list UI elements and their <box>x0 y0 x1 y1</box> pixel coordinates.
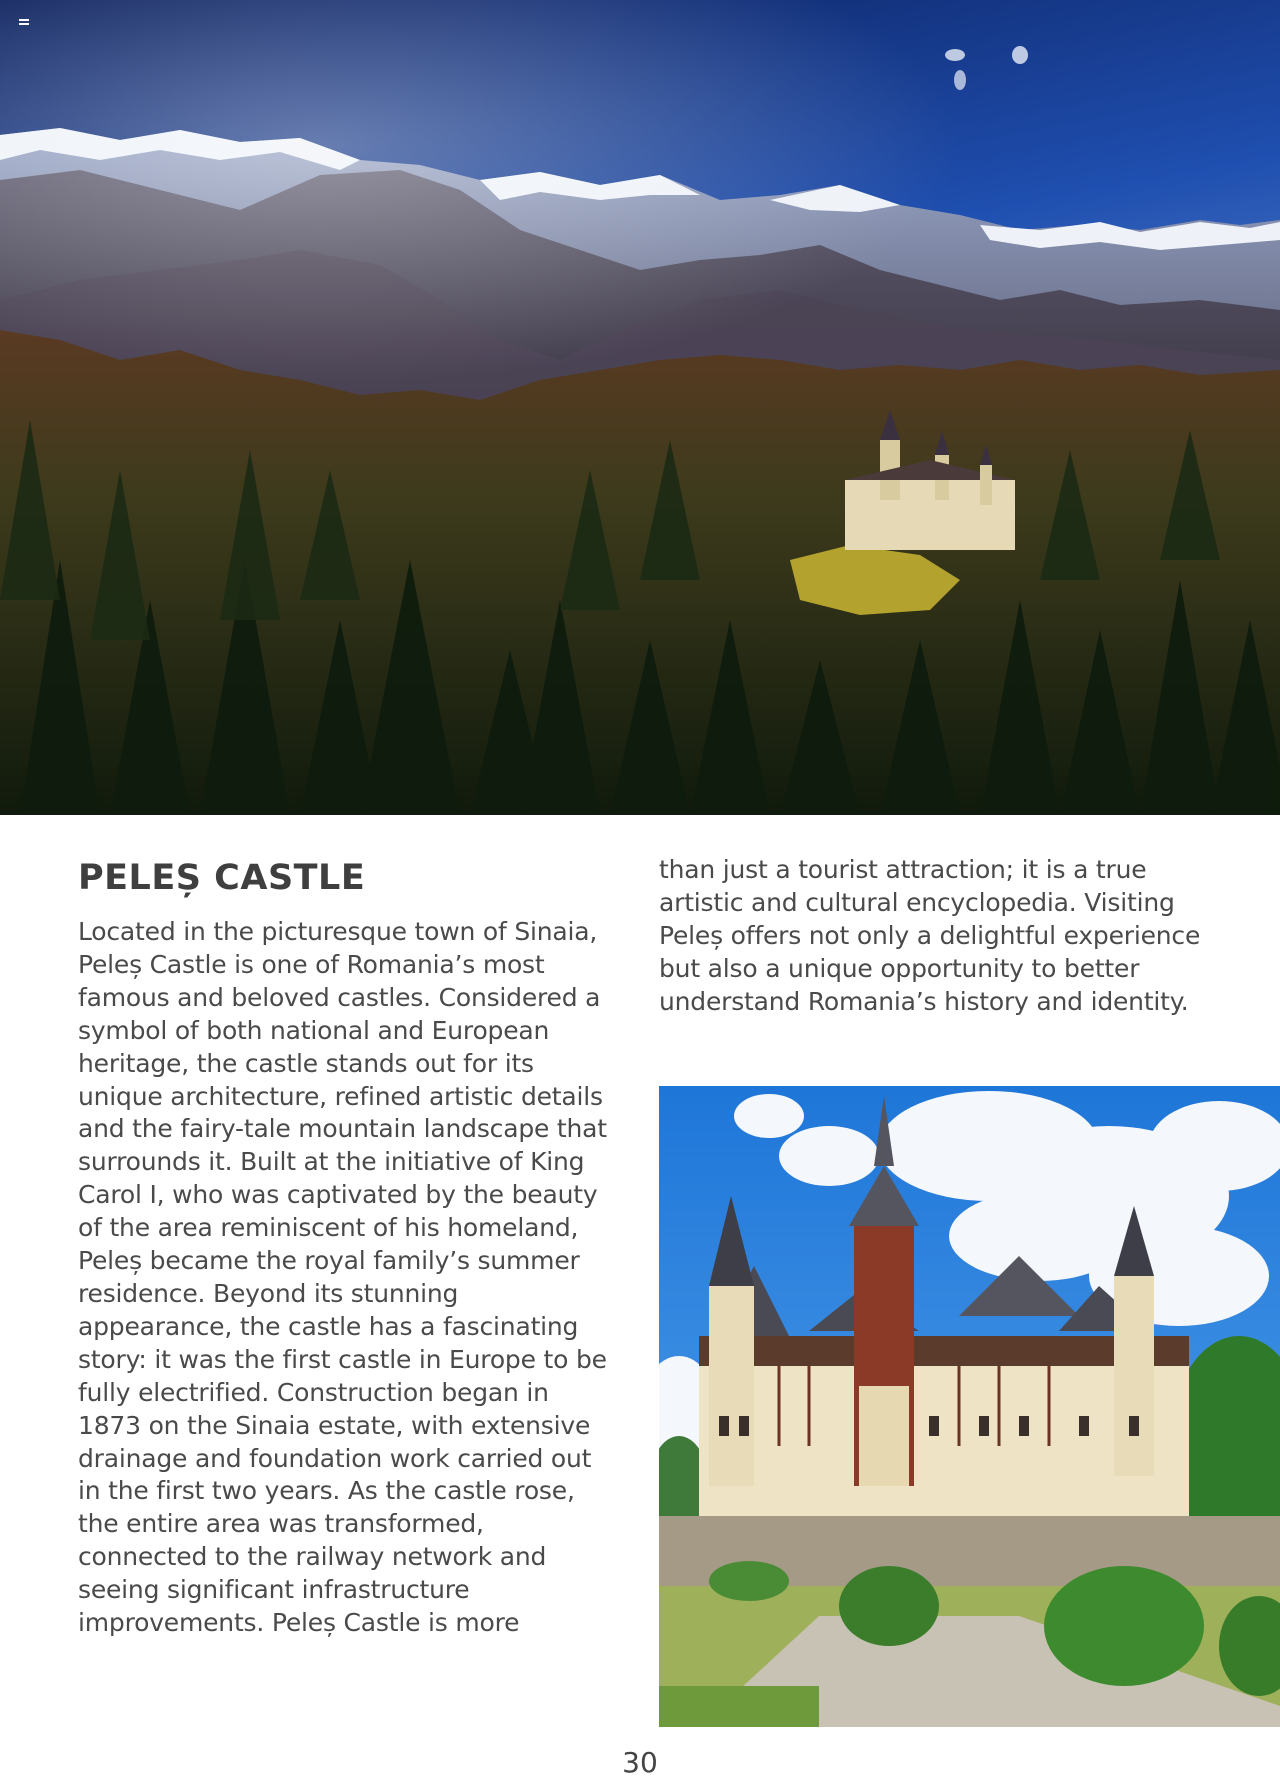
hero-landscape-image <box>0 0 1280 815</box>
article-column-right <box>659 854 1219 1019</box>
castle-photo <box>659 1086 1280 1727</box>
page-number: 30 <box>622 1746 658 1779</box>
article-body-part-1: Located in the picturesque town of Sinaia, Peleș Castle is one of Romania’s most famous and beloved castles. Considered a symbol of both national and European heritage, the castle stands out for its unique architecture, refined artistic details and the fairy-tale mountain landscape that surrounds it. Built at the initiative of King Carol I, who was captivated by the beauty of the area reminiscent of his homeland, Peleș became the royal family’s summer residence. Beyond its stunning appearance, the castle has a fascinating story: it was the first castle in Europe to be fully electrified. Construction began in 1873 on the Sinaia estate, with extensive drainage and foundation work carried out in the first two years. As the castle rose, the entire area was transformed, connected to the railway network and seeing significant infrastructure improvements. Peleș Castle is more <box>78 917 607 1638</box>
menu-icon[interactable] <box>19 19 29 25</box>
hero-photo <box>0 0 1280 815</box>
article-title: PELEȘ CASTLE <box>78 858 366 898</box>
article-column-left <box>78 848 618 1640</box>
castle-closeup-image <box>659 1086 1280 1727</box>
article-body-part-2: than just a tourist attraction; it is a true artistic and cultural encyclopedia. Visiting Peleș offers not only a delightful experience but also a unique opportunity to better understand Romania’s history and identity. <box>659 855 1201 1016</box>
